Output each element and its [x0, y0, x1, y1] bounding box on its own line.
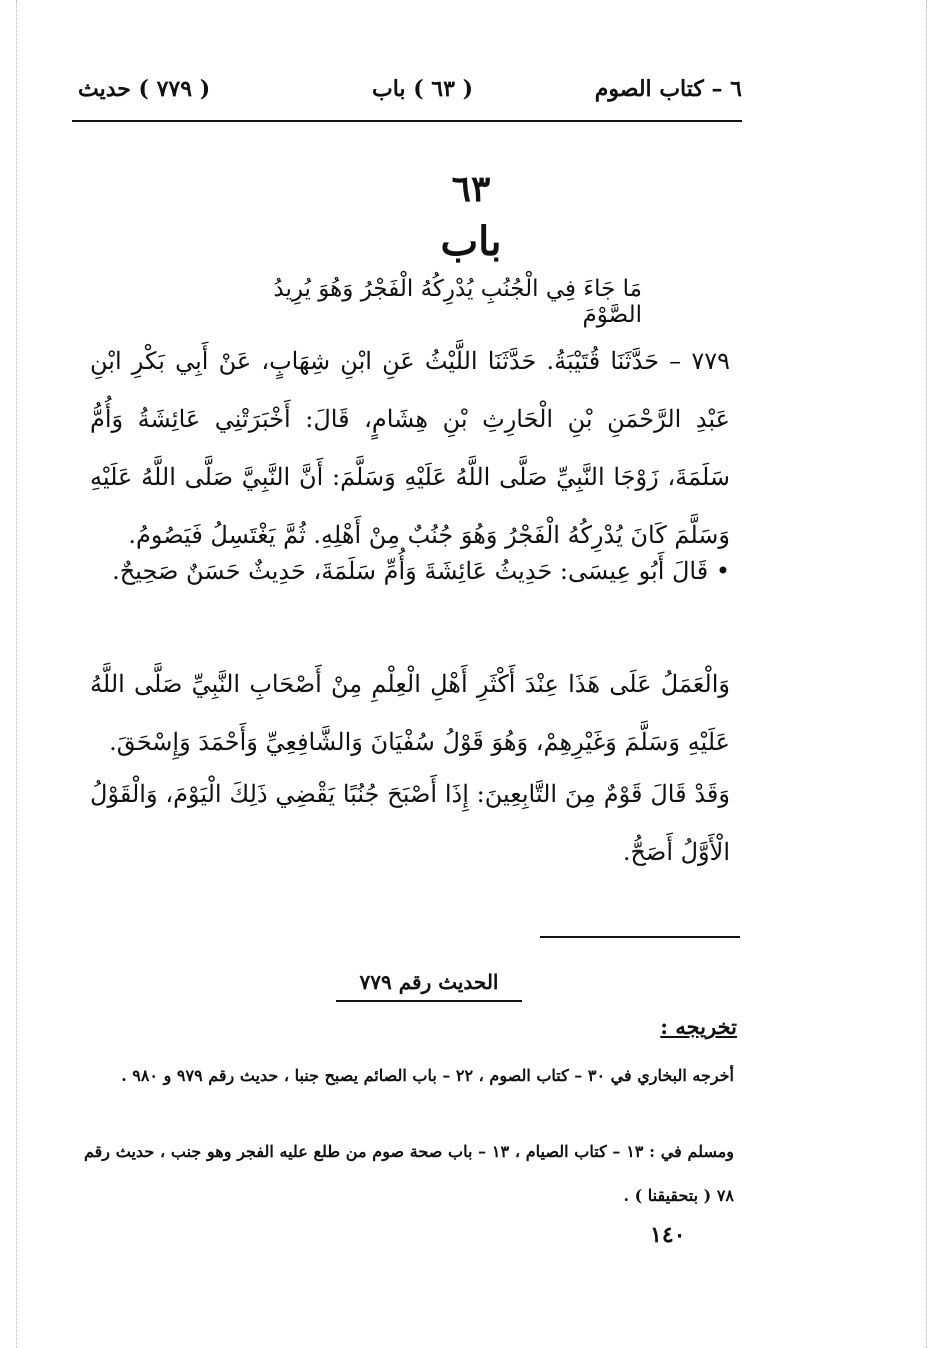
header-book-title: ٦ – كتاب الصوم — [594, 76, 742, 102]
takhrij-bukhari: أخرجه البخاري في ٣٠ – كتاب الصوم ، ٢٢ – باب الصائم يصبح جنبا ، حديث رقم ٩٧٩ و ٩٨٠ . — [121, 1066, 734, 1085]
header-hadith-number: ( ٧٧٩ ) حديث — [78, 76, 211, 102]
tabiin-opinion: وَقَدْ قَالَ قَوْمٌ مِنَ التَّابِعِينَ: إِذَا أَصْبَحَ جُنُبًا يَقْضِي ذَلِكَ الْيَوْمَ، وَالْقَوْلُ الْأَوَّلُ أَصَحُّ. — [90, 780, 730, 866]
chapter-title: مَا جَاءَ فِي الْجُنُبِ يُدْرِكُهُ الْفَجْرُ وَهُوَ يُرِيدُ الصَّوْمَ — [273, 276, 642, 328]
takhrij-muslim: ومسلم في : ١٣ – كتاب الصيام ، ١٣ – باب صحة صوم من طلع عليه الفجر وهو جنب ، حديث رقم ٧٨ ( بتحقيقنا ) . — [84, 1142, 735, 1205]
footnote-divider — [540, 936, 740, 938]
scholarly-practice: وَالْعَمَلُ عَلَى هَذَا عِنْدَ أَكْثَرِ أَهْلِ الْعِلْمِ مِنْ أَصْحَابِ النَّبِيِّ صَلَّى اللَّهُ عَلَيْهِ وَسَلَّمَ وَغَيْرِهِمْ، وَهُوَ قَوْلُ سُفْيَانَ وَالشَّافِعِيِّ وَأَحْمَدَ وَإِسْحَقَ. — [90, 670, 730, 756]
takhrij-label: تخريجه : — [660, 1014, 737, 1039]
chapter-number: ٦٣ — [451, 168, 491, 210]
running-header — [72, 70, 742, 122]
page-number: ١٤٠ — [650, 1222, 686, 1248]
hadith-grading: • قَالَ أَبُو عِيسَى: حَدِيثُ عَائِشَةَ وَأُمِّ سَلَمَةَ، حَدِيثٌ حَسَنٌ صَحِيحٌ. — [112, 557, 730, 585]
chapter-label: باب — [440, 218, 502, 265]
header-chapter: ( ٦٣ ) باب — [372, 76, 473, 102]
footnote-heading: الحديث رقم ٧٧٩ — [336, 970, 522, 1002]
hadith-text: ٧٧٩ – حَدَّثَنَا قُتَيْبَةُ. حَدَّثَنَا اللَّيْثُ عَنِ ابْنِ شِهَابٍ، عَنْ أَبِي بَكْرِ ابْنِ عَبْدِ الرَّحْمَنِ بْنِ الْحَارِثِ بْنِ هِشَامٍ، قَالَ: أَخْبَرَتْنِي عَائِشَةُ وَأُمُّ سَلَمَةَ، زَوْجَا النَّبِيِّ صَلَّى اللَّهُ عَلَيْهِ وَسَلَّمَ: أَنَّ النَّبِيَّ صَلَّى اللَّهُ عَلَيْهِ وَسَلَّمَ كَانَ يُدْرِكُهُ الْفَجْرُ وَهُوَ جُنُبٌ مِنْ أَهْلِهِ. ثُمَّ يَغْتَسِلُ فَيَصُومُ. — [90, 347, 730, 549]
